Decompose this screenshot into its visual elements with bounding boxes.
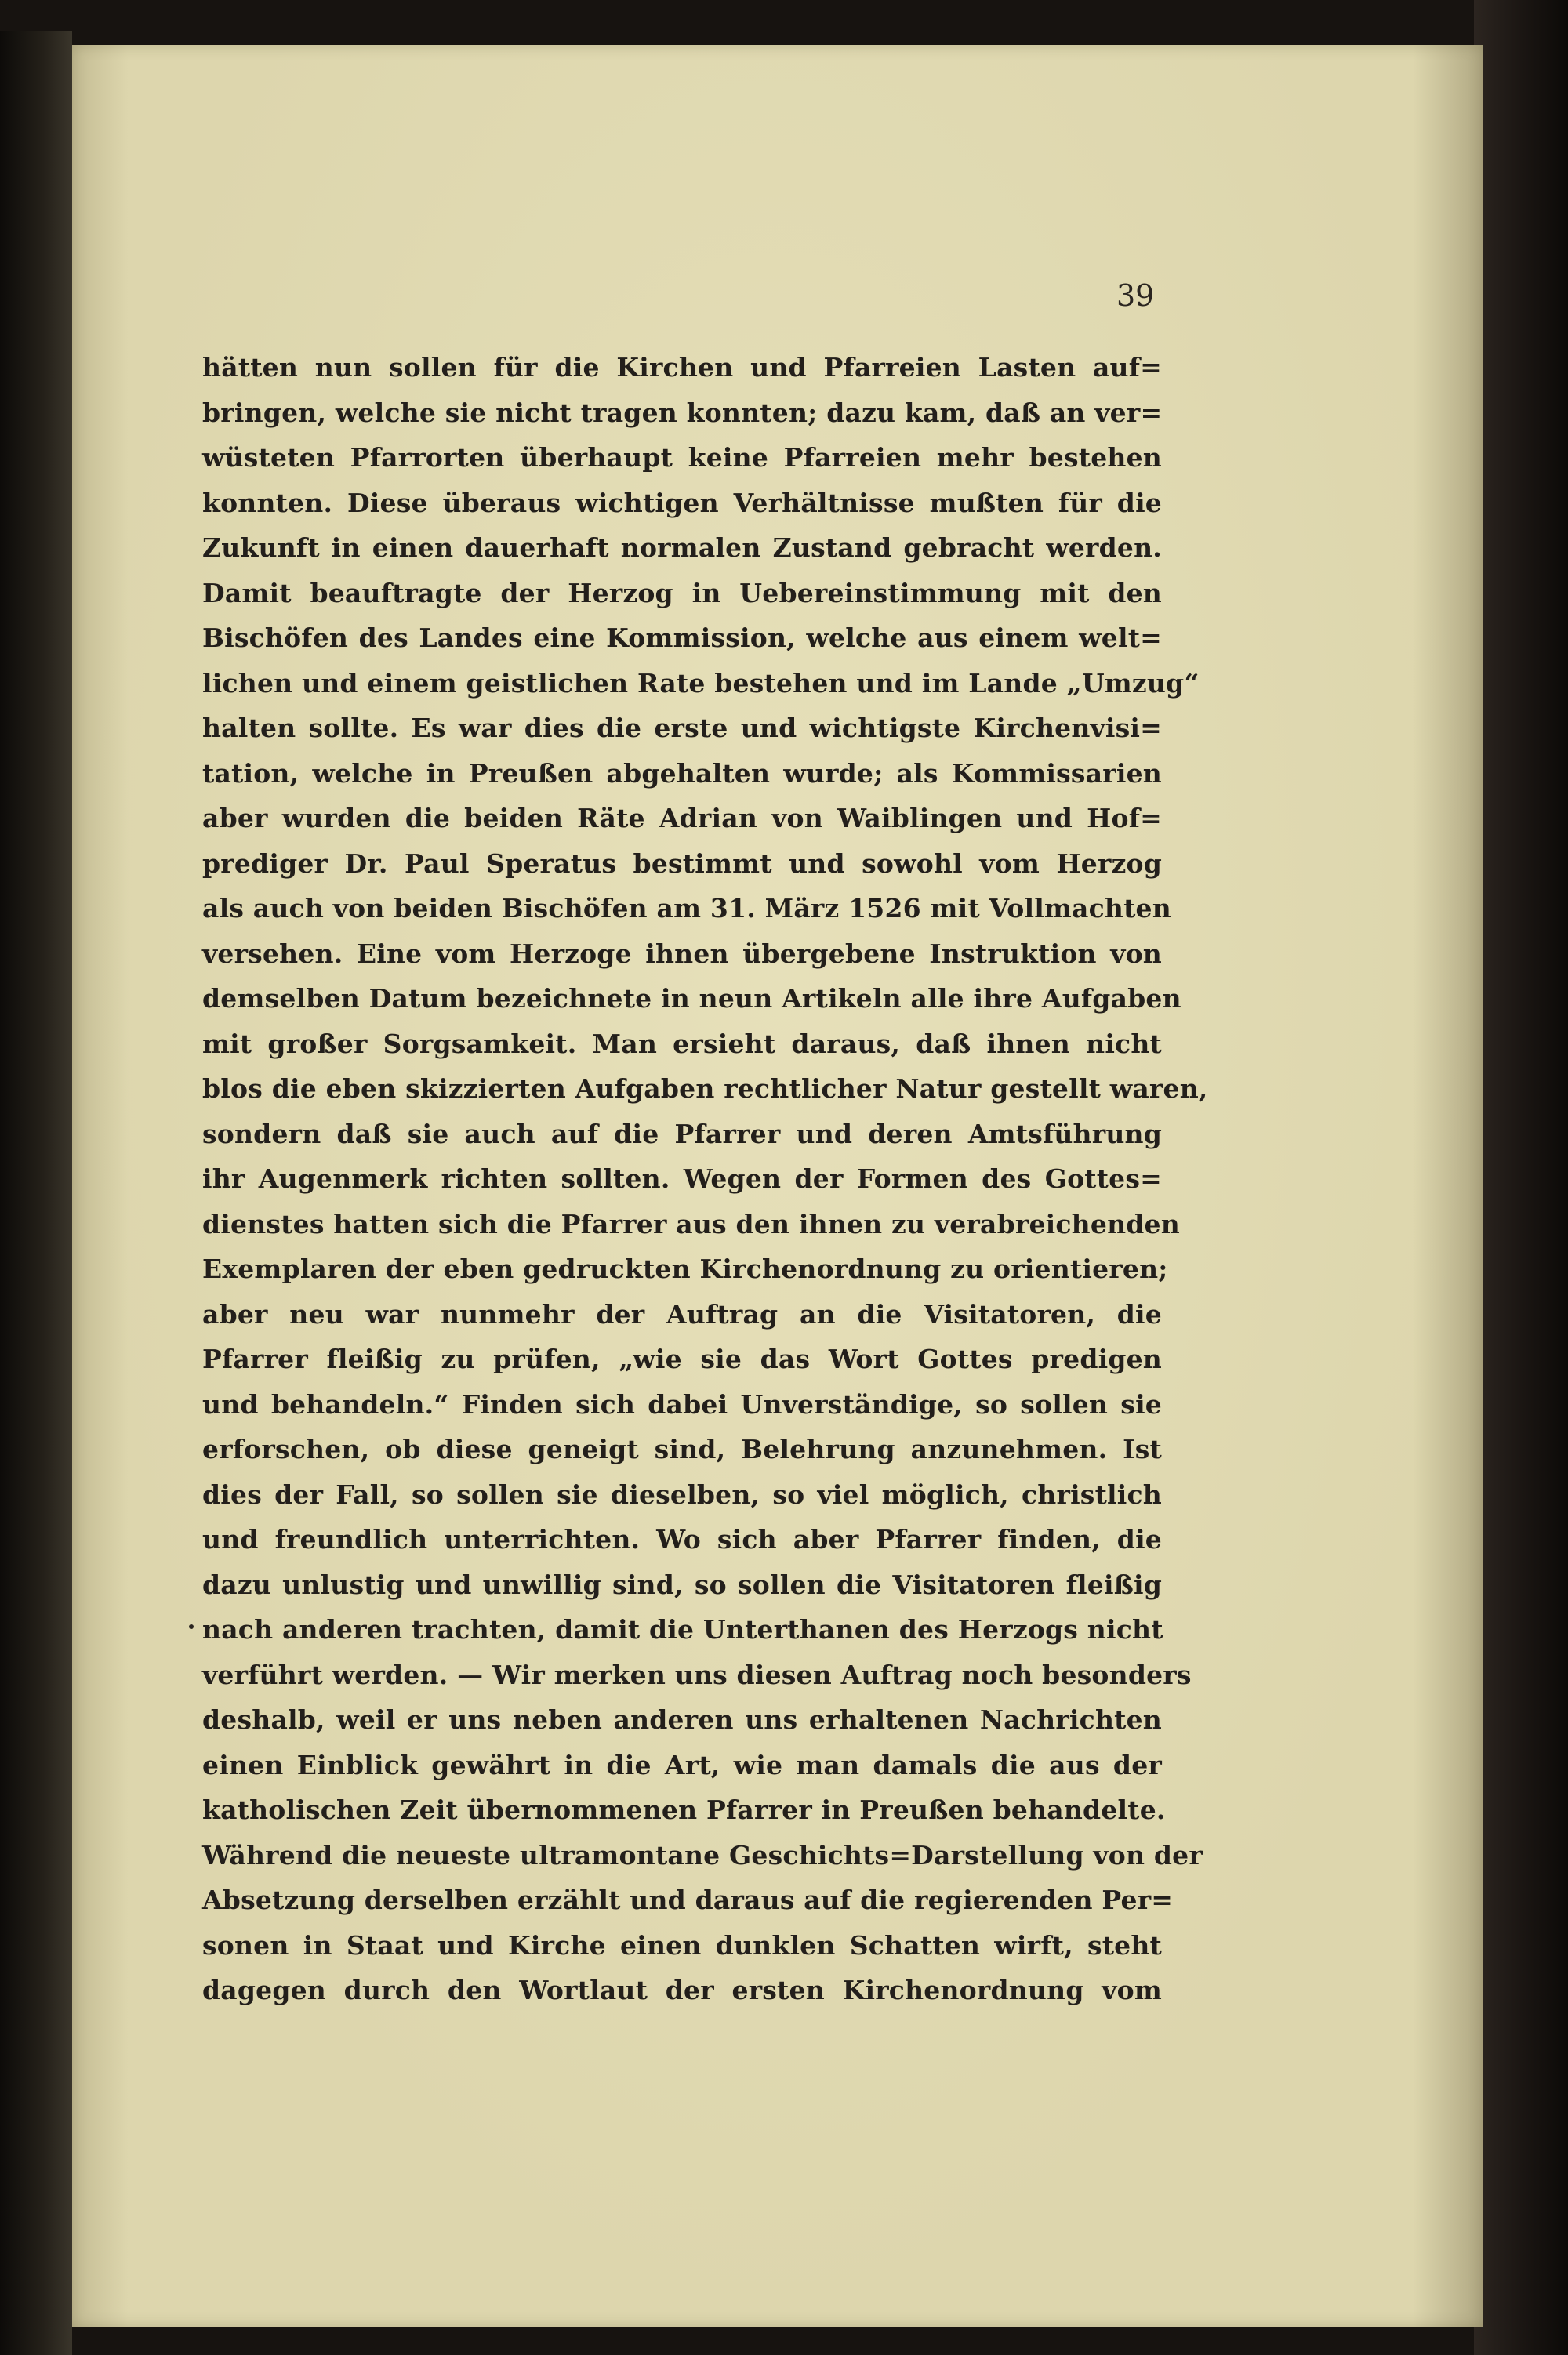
- text-line: Damit beauftragte der Herzog in Uebereinstimmung mit den: [202, 577, 1162, 608]
- text-line: und freundlich unterrichten. Wo sich aber Pfarrer finden, die: [202, 1524, 1162, 1555]
- book-binding: [0, 31, 72, 2355]
- text-line: sonen in Staat und Kirche einen dunklen Schatten wirft, steht: [202, 1929, 1162, 1961]
- text-line: bringen, welche sie nicht tragen konnten; dazu kam, daß an ver=: [202, 397, 1163, 428]
- text-line: tation, welche in Preußen abgehalten wurde; als Kommissarien: [202, 757, 1162, 789]
- text-line: Zukunft in einen dauerhaft normalen Zustand gebracht werden.: [202, 532, 1162, 563]
- text-line: und behandeln.“ Finden sich dabei Unverständige, so sollen sie: [202, 1388, 1162, 1420]
- book-cover-edge: [1474, 0, 1568, 2355]
- text-line: Bischöfen des Landes eine Kommission, welche aus einem welt=: [202, 622, 1162, 653]
- text-line: verführt werden. — Wir merken uns diesen Auftrag noch besonders: [202, 1659, 1192, 1690]
- text-line: lichen und einem geistlichen Rate bestehen und im Lande „Umzug“: [202, 667, 1200, 699]
- body-text: [202, 345, 1208, 2013]
- text-line: Während die neueste ultramontane Geschichts=Darstellung von der: [202, 1839, 1203, 1871]
- text-line: wüsteten Pfarrorten überhaupt keine Pfarreien mehr bestehen: [202, 442, 1162, 473]
- text-line: dienstes hatten sich die Pfarrer aus den ihnen zu verabreichenden: [202, 1208, 1180, 1239]
- text-line: prediger Dr. Paul Speratus bestimmt und sowohl vom Herzog: [202, 847, 1162, 879]
- text-line: dagegen durch den Wortlaut der ersten Kirchenordnung vom: [202, 1975, 1162, 2005]
- text-line: Pfarrer fleißig zu prüfen, „wie sie das Wort Gottes predigen: [202, 1344, 1162, 1374]
- text-line: ihr Augenmerk richten sollten. Wegen der Formen des Gottes=: [202, 1163, 1162, 1194]
- margin-mark: [189, 1624, 194, 1629]
- text-line: nach anderen trachten, damit die Unterthanen des Herzogs nicht: [202, 1614, 1163, 1645]
- text-line: konnten. Diese überaus wichtigen Verhältnisse mußten für die: [202, 487, 1162, 518]
- text-line: mit großer Sorgsamkeit. Man ersieht daraus, daß ihnen nicht: [202, 1028, 1162, 1059]
- text-line: aber neu war nunmehr der Auftrag an die Visitatoren, die: [202, 1298, 1162, 1330]
- text-line: Absetzung derselben erzählt und daraus auf die regierenden Per=: [202, 1885, 1174, 1915]
- text-line: deshalb, weil er uns neben anderen uns erhaltenen Nachrichten: [202, 1704, 1162, 1735]
- text-line: blos die eben skizzierten Aufgaben rechtlicher Natur gestellt waren,: [202, 1073, 1208, 1104]
- text-line: Exemplaren der eben gedruckten Kirchenordnung zu orientieren;: [202, 1254, 1168, 1284]
- text-line: sondern daß sie auch auf die Pfarrer und deren Amtsführung: [202, 1118, 1162, 1149]
- page-number: 39: [1116, 278, 1155, 313]
- text-line: aber wurden die beiden Räte Adrian von Waiblingen und Hof=: [202, 803, 1162, 833]
- text-line: dazu unlustig und unwillig sind, so sollen die Visitatoren fleißig: [202, 1569, 1162, 1600]
- text-line: als auch von beiden Bischöfen am 31. März 1526 mit Vollmachten: [202, 893, 1171, 923]
- text-line: einen Einblick gewährt in die Art, wie man damals die aus der: [202, 1749, 1162, 1780]
- text-line: katholischen Zeit übernommenen Pfarrer in Preußen behandelte.: [202, 1794, 1166, 1825]
- text-line: erforschen, ob diese geneigt sind, Belehrung anzunehmen. Ist: [202, 1434, 1162, 1464]
- text-line: demselben Datum bezeichnete in neun Artikeln alle ihre Aufgaben: [202, 983, 1181, 1014]
- text-line: versehen. Eine vom Herzoge ihnen übergebene Instruktion von: [202, 938, 1162, 969]
- text-line: halten sollte. Es war dies die erste und wichtigste Kirchenvisi=: [202, 713, 1162, 743]
- text-line: hätten nun sollen für die Kirchen und Pfarreien Lasten auf=: [202, 352, 1162, 383]
- text-line: dies der Fall, so sollen sie dieselben, so viel möglich, christlich: [202, 1479, 1162, 1510]
